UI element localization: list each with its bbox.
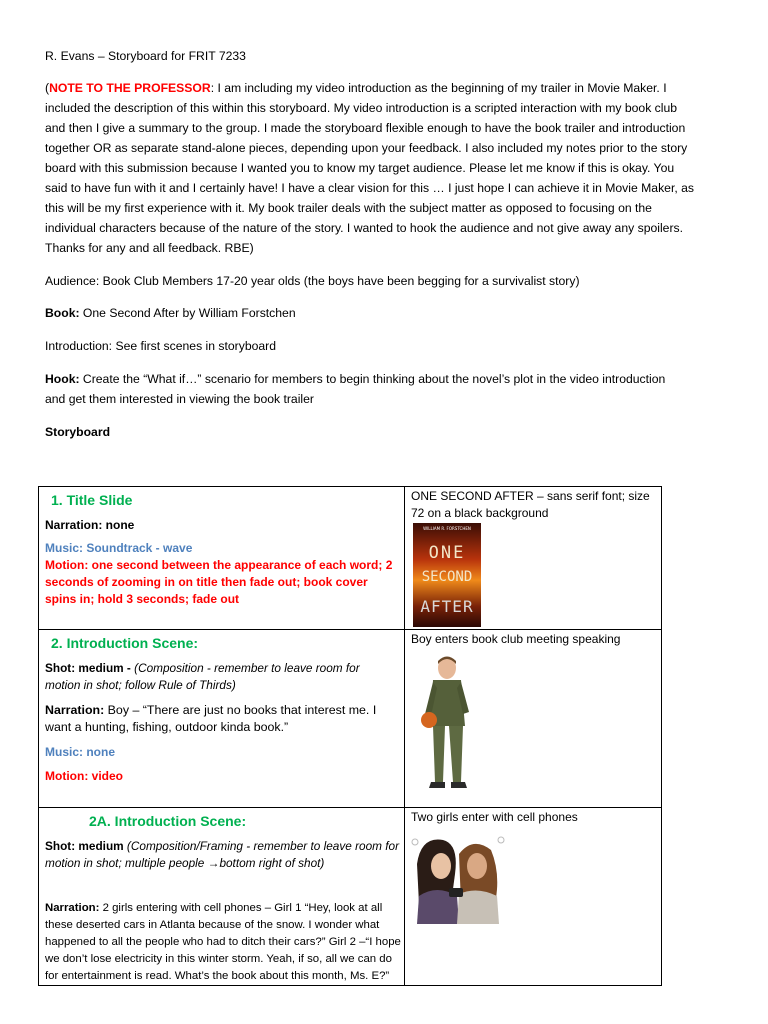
bubble-right	[498, 837, 504, 843]
scene-2-music: Music: none	[45, 745, 116, 759]
introduction-line: Introduction: See first scenes in storyboard	[45, 339, 277, 353]
arrow-icon: →	[207, 856, 220, 870]
boy-legs	[433, 726, 463, 782]
scene-1-music: Music: Soundtrack - wave	[45, 541, 193, 555]
scene-1-visual	[405, 487, 662, 630]
scene-3-title: 2A. Introduction Scene:	[89, 813, 247, 829]
phone	[449, 888, 463, 897]
scene-3-visual-note: Two girls enter with cell phones	[411, 810, 578, 824]
scene-1-description	[39, 487, 405, 630]
scene-1-visual-note: ONE SECOND AFTER – sans serif font; size 72 on a black background	[411, 489, 650, 520]
scene-row-1	[39, 487, 662, 630]
girl-2-body	[457, 890, 499, 924]
scene-2-visual-note: Boy enters book club meeting speaking	[411, 632, 621, 646]
scene-3-visual	[405, 808, 662, 986]
scene-3-narration: Narration: 2 girls entering with cell phones – Girl 1 “Hey, look at all these deserted cars in Atlanta because of the snow. I wonder what happened to all the people who had to ditch their cars?” Girl 2 –“I hope we don’t lose electricity in this winter storm. Yeah, if so, all we can do for entertainment is read. What’s the book about this month, Ms. E?”	[45, 902, 401, 982]
girl-1-face	[431, 853, 451, 879]
book-cover-image: WILLIAM R. FORSTCHEN ONE SECOND AFTER	[413, 523, 481, 627]
scene-1-narration: Narration: none	[45, 518, 135, 532]
bubble-left	[412, 839, 418, 845]
boy-image	[419, 654, 479, 794]
scene-row-3	[39, 808, 662, 986]
basketball	[421, 712, 437, 728]
scene-1-motion: Motion: one second between the appearance of each word; 2 seconds of zooming in on title then fade out; book cover spins in; hold 3 seconds; fade out	[45, 558, 393, 606]
boy-shoes	[429, 782, 467, 788]
scene-2-visual	[405, 630, 662, 808]
girl-2-face	[467, 853, 487, 879]
scene-1-title: 1. Title Slide	[51, 492, 133, 508]
scene-3-description	[39, 808, 405, 986]
scene-2-narration: Narration: Boy – “There are just no books that interest me. I want a hunting, fishing, outdoor kinda book.”	[45, 703, 377, 734]
storyboard-heading: Storyboard	[45, 425, 111, 439]
storyboard-table	[38, 486, 662, 986]
girls-image	[411, 834, 507, 924]
hook-paragraph: Hook: Create the “What if…” scenario for members to begin thinking about the novel’s plot in the video introduction and get them interested in viewing the book trailer	[45, 372, 666, 406]
scene-row-2	[39, 630, 662, 808]
note-label: NOTE TO THE PROFESSOR	[49, 81, 211, 95]
scene-3-shot: Shot: medium (Composition/Framing - remember to leave room for motion in shot; multiple people →bottom right of shot)	[45, 839, 400, 870]
scene-2-description	[39, 630, 405, 808]
scene-2-shot: Shot: medium - (Composition - remember to leave room for motion in shot; follow Rule of Thirds)	[45, 661, 360, 692]
document-header: R. Evans – Storyboard for FRIT 7233	[45, 49, 246, 63]
book-line: Book: One Second After by William Forstchen	[45, 306, 296, 320]
audience-line: Audience: Book Club Members 17-20 year olds (the boys have been begging for a survivalist story)	[45, 274, 580, 288]
scene-2-motion: Motion: video	[45, 769, 123, 783]
professor-note: (NOTE TO THE PROFESSOR: I am including my video introduction as the beginning of my trailer in Movie Maker. I included the description of this within this storyboard. My video introduction is a scripted interaction with my book club and then I give a summary to the group. I made the storyboard flexible enough to have the book trailer and introduction together OR as separate stand-alone pieces, depending upon your feedback. I also included my notes prior to the story board with this submission because I wanted you to know my target audience. Please let me know if this is okay. You said to have fun with it and I certainly have! I have a clear vision for this … I just hope I can achieve it in Movie Maker, as this will be my first experience with it. My book trailer deals with the subject matter as opposed to focusing on the individual characters because of the nature of the story. I wanted to hook the audience and not give away any spoilers. Thanks for any and all feedback. RBE)	[45, 81, 694, 255]
scene-2-title: 2. Introduction Scene:	[51, 635, 199, 651]
